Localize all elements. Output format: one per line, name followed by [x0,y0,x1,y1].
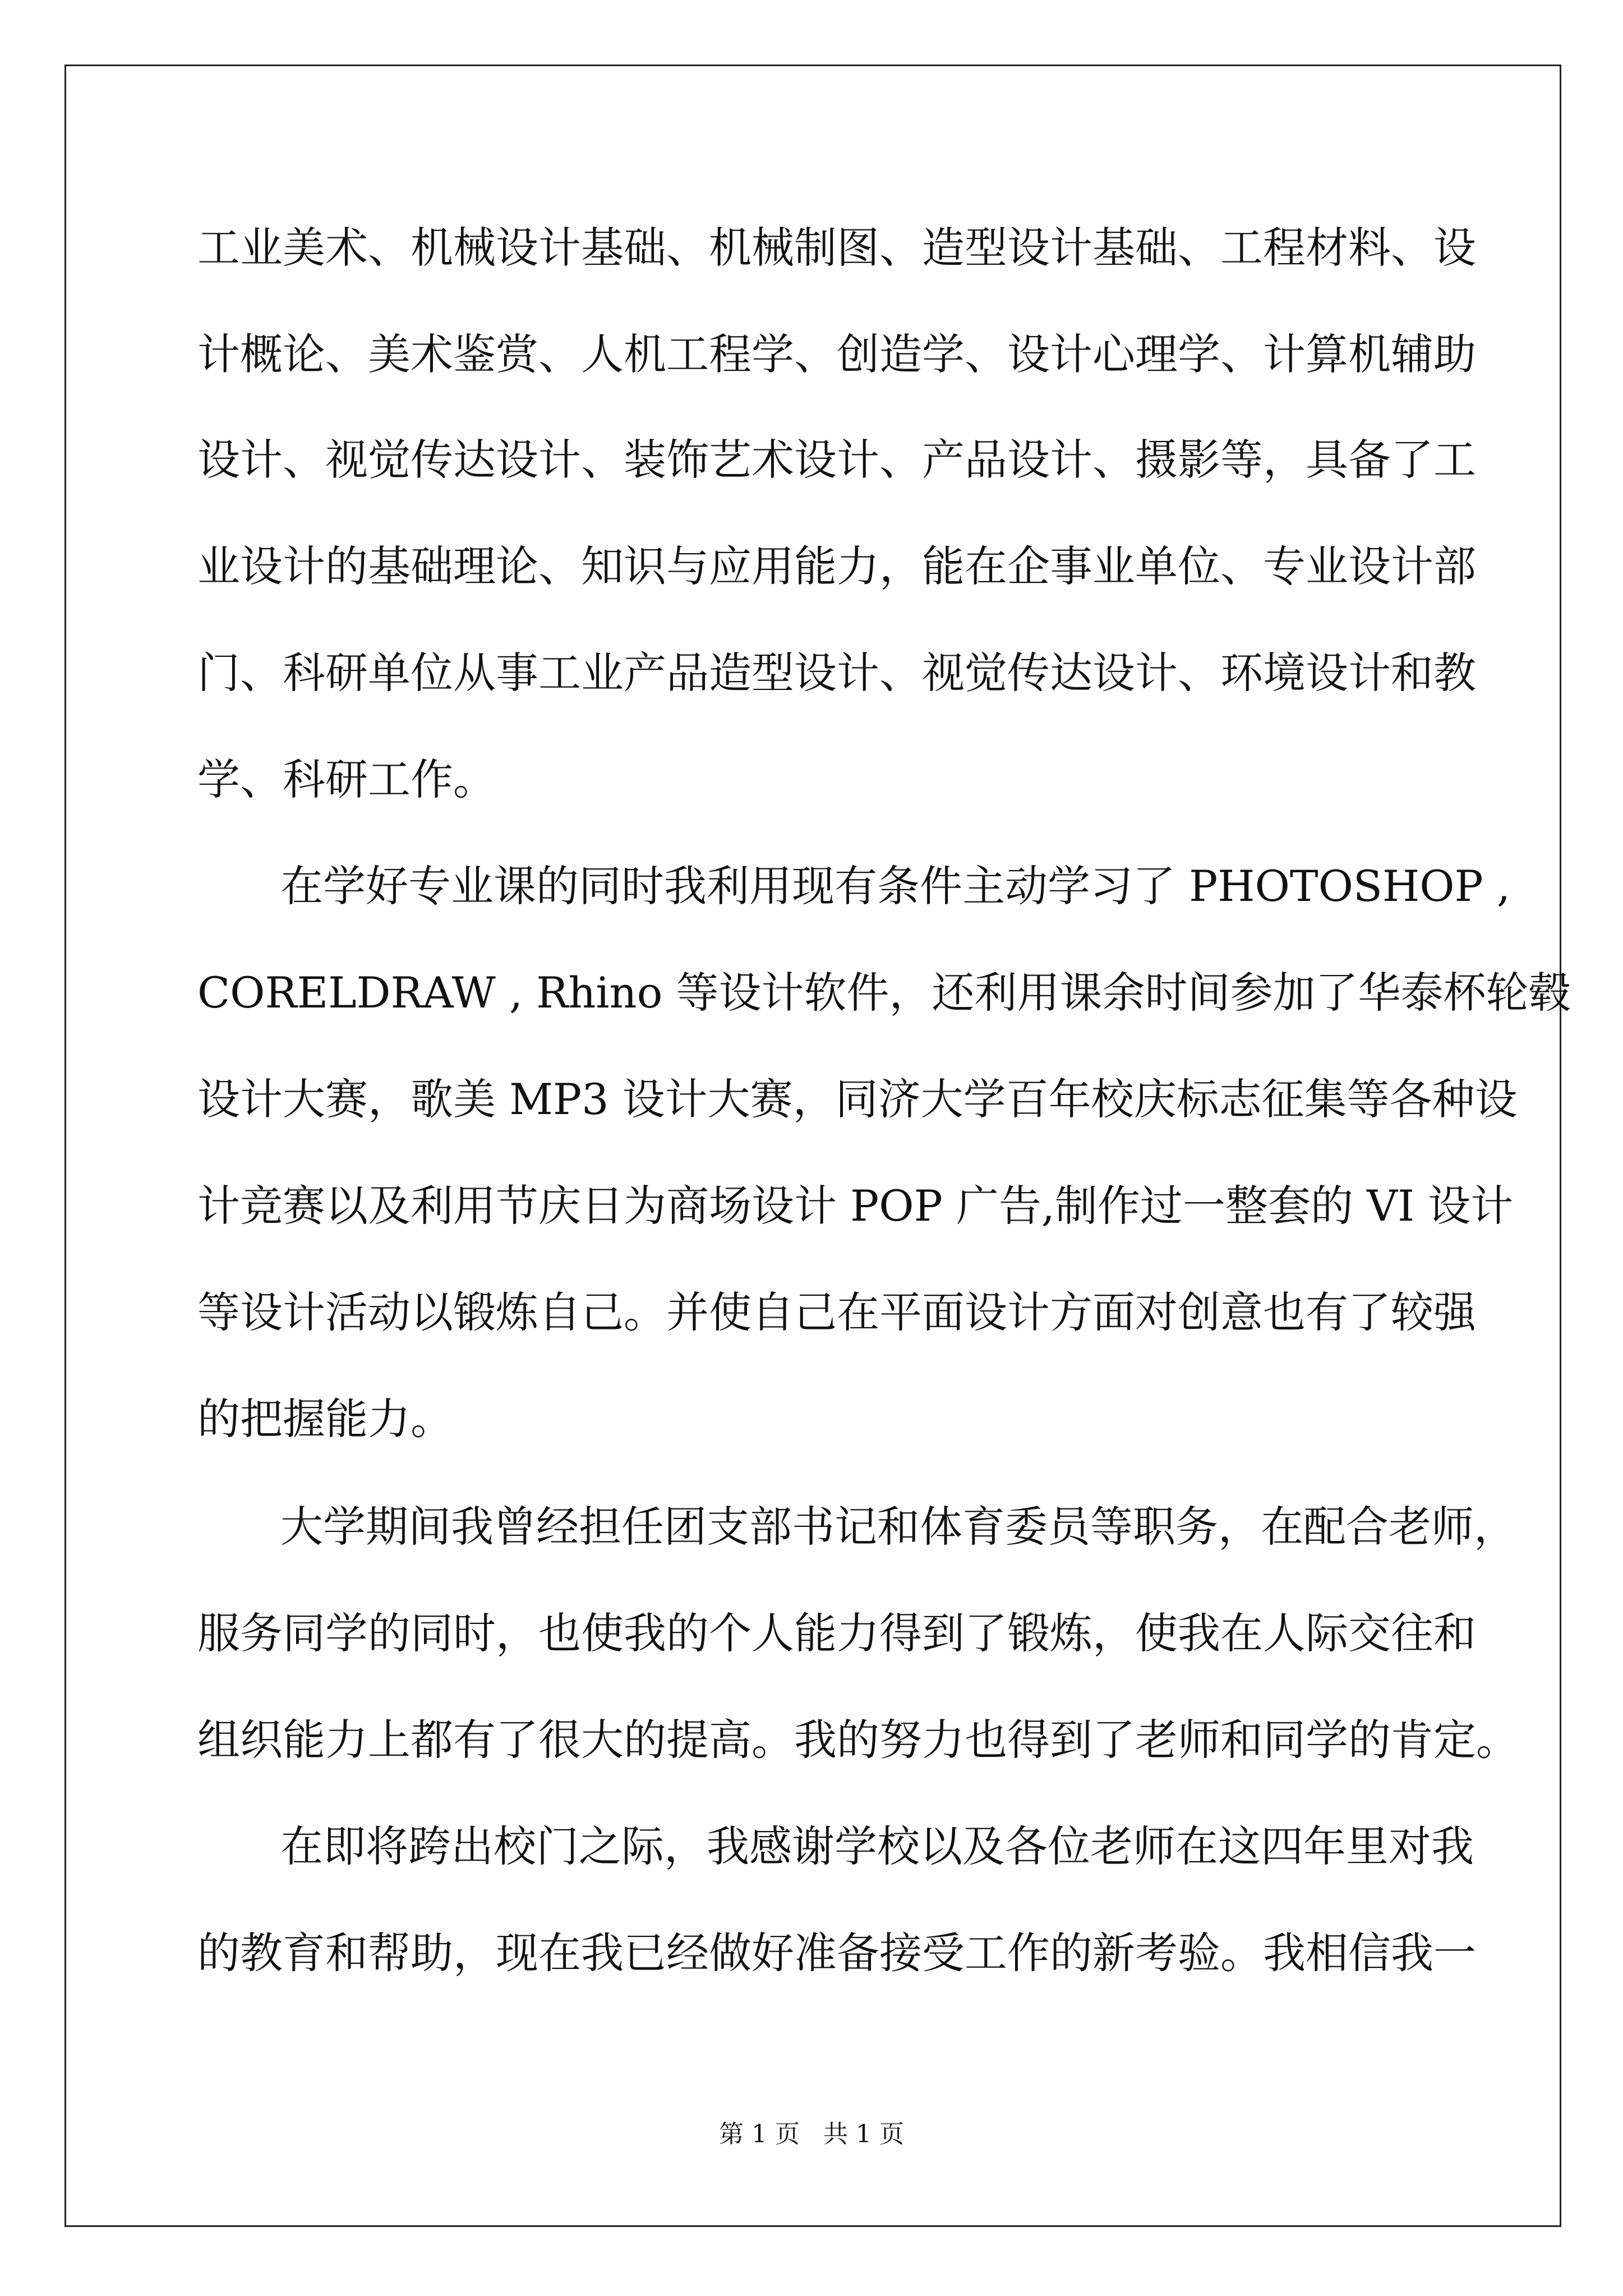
paragraph-1-line-1: 工业美术、机械设计基础、机械制图、造型设计基础、工程材料、设 [197,223,1476,273]
page-footer: 第 1 页 共 1 页 [719,2120,904,2148]
paragraph-3-line-1: 大学期间我曾经担任团支部书记和体育委员等职务，在配合老师， [280,1502,1516,1552]
page-frame [64,65,1561,2227]
paragraph-2-line-4: 计竞赛以及利用节庆日为商场设计 POP 广告,制作过一整套的 VI 设计 [197,1181,1514,1231]
paragraph-1-line-4: 业设计的基础理论、知识与应用能力，能在企事业单位、专业设计部 [197,541,1476,591]
paragraph-2-line-3: 设计大赛，歌美 MP3 设计大赛，同济大学百年校庆标志征集等各种设 [197,1074,1518,1124]
paragraph-3-line-2: 服务同学的同时，也使我的个人能力得到了锻炼，使我在人际交往和 [197,1608,1476,1658]
paragraph-2-line-6: 的把握能力。 [197,1394,453,1444]
paragraph-3-line-3: 组织能力上都有了很大的提高。我的努力也得到了老师和同学的肯定。 [197,1715,1519,1765]
paragraph-1-line-5: 门、科研单位从事工业产品造型设计、视觉传达设计、环境设计和教 [197,648,1476,698]
paragraph-1-line-6: 学、科研工作。 [197,754,496,804]
paragraph-2-line-1: 在学好专业课的同时我利用现有条件主动学习了 PHOTOSHOP , [280,861,1510,911]
paragraph-1-line-3: 设计、视觉传达设计、装饰艺术设计、产品设计、摄影等，具备了工 [197,435,1476,485]
paragraph-2-line-2: CORELDRAW , Rhino 等设计软件，还利用课余时间参加了华泰杯轮毂 [197,968,1571,1018]
paragraph-4-line-2: 的教育和帮助，现在我已经做好准备接受工作的新考验。我相信我一 [197,1928,1476,1978]
paragraph-2-line-5: 等设计活动以锻炼自己。并使自己在平面设计方面对创意也有了较强 [197,1287,1476,1337]
paragraph-1-line-2: 计概论、美术鉴赏、人机工程学、创造学、设计心理学、计算机辅助 [197,329,1476,379]
paragraph-4-line-1: 在即将跨出校门之际，我感谢学校以及各位老师在这四年里对我 [280,1821,1474,1871]
